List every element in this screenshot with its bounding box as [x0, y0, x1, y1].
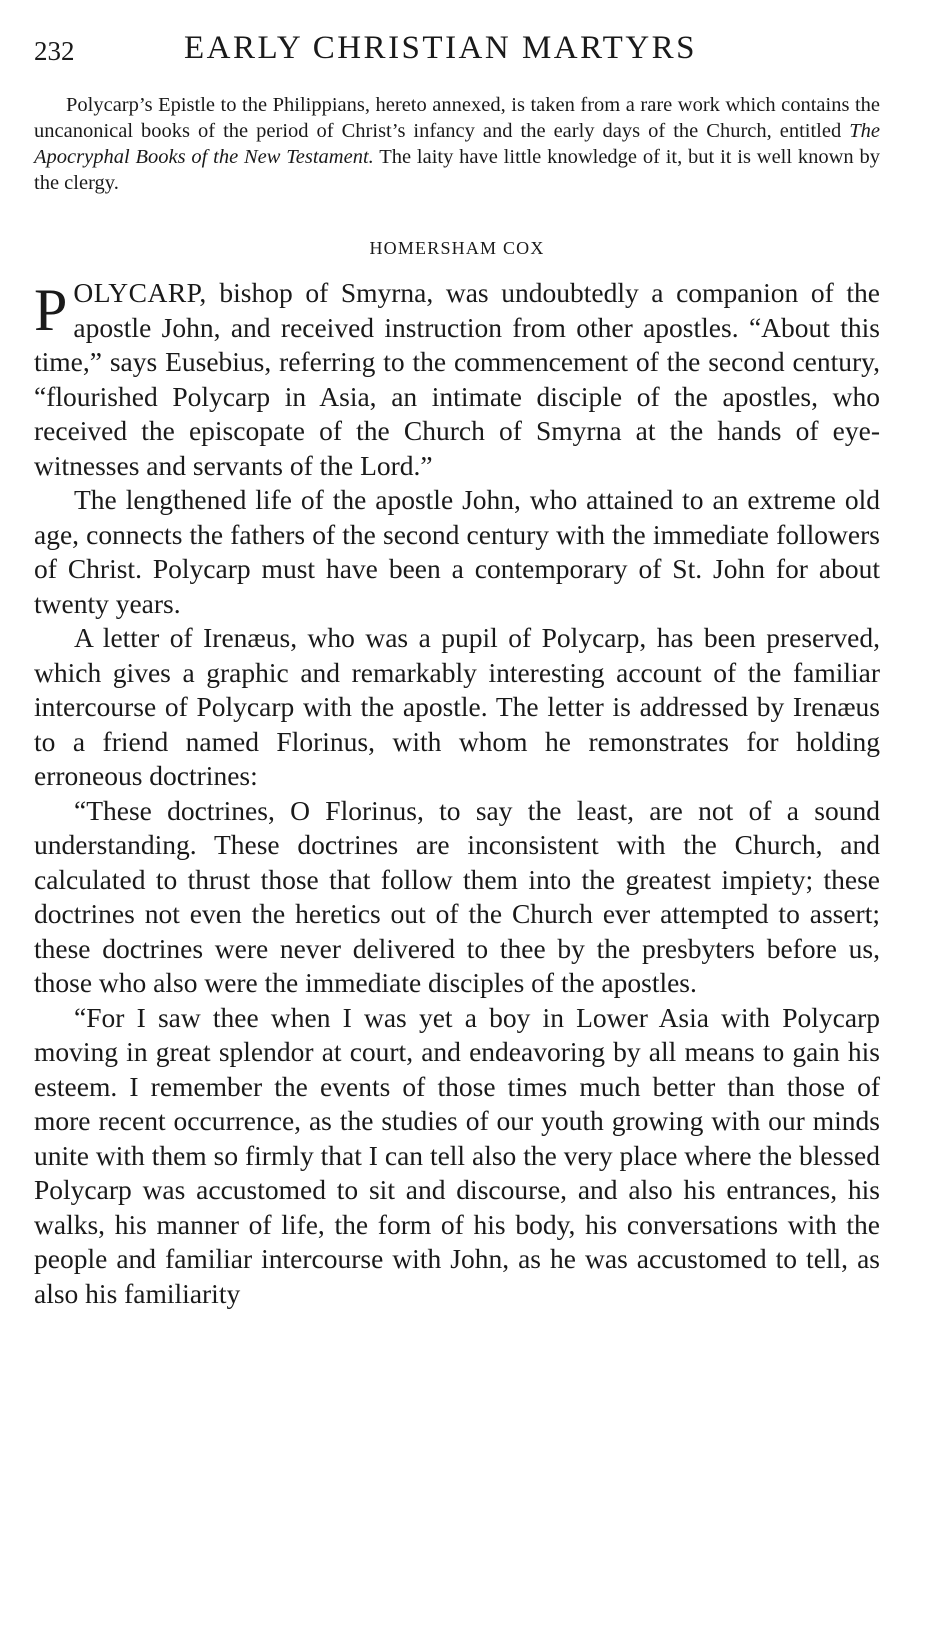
body-paragraph-1	[34, 276, 880, 483]
running-title: EARLY CHRISTIAN MARTYRS	[184, 30, 698, 66]
intro-note	[34, 92, 880, 196]
body-text	[34, 276, 880, 1311]
page-number: 232	[34, 36, 75, 66]
body-paragraph-5: “For I saw thee when I was yet a boy in Lower Asia with Polycarp moving in great splendor at court, and endeavoring by all means to gain his esteem. I remember the events of those times much better than those of more recent occurrence, as the studies of our youth growing with our minds unite with them so firmly that I can tell also the very place where the blessed Polycarp was accustomed to sit and discourse, and also his entrances, his walks, his manner of life, the form of his body, his conversations with the people and familiar intercourse with John, as he was accustomed to tell, as also his familiarity	[34, 1001, 880, 1309]
intro-text-before-title: Polycarp’s Epistle to the Philippians, hereto annexed, is taken from a rare work which contains the uncanonical books of the period of Christ’s infancy and the early days of the Church, entitled	[34, 94, 880, 142]
author-attribution: HOMERSHAM COX	[369, 238, 545, 258]
drop-cap: P	[34, 277, 68, 343]
first-word-rest: OLYCARP,	[73, 277, 207, 308]
body-paragraph-2: The lengthened life of the apostle John, who attained to an extreme old age, connects the fathers of the second century with the immediate followers of Christ. Polycarp must have been a contemporary of St. John for about twenty years.	[34, 484, 880, 619]
body-paragraph-4: “These doctrines, O Florinus, to say the least, are not of a sound understanding. These doctrines are inconsistent with the Church, and calculated to thrust those that follow them into the greatest impiety; these doctrines not even the heretics out of the Church ever attempted to assert; these doctrines were never delivered to thee by the presbyters before us, those who also were the immediate disciples of the apostles.	[34, 794, 880, 998]
intro-book-title: The Apocryphal Books of the New Testament.	[34, 120, 880, 168]
intro-text-after-title: The laity have little knowledge of it, but it is well known by the clergy.	[34, 146, 880, 194]
running-head	[34, 26, 880, 72]
paragraph-1-text: bishop of Smyrna, was undoubtedly a companion of the apostle John, and received instruction from other apostles. “About this time,” says Eusebius, referring to the commencement of the second century, “flourished Polycarp in Asia, an intimate disciple of the apostles, who received the episcopate of the Church of Smyrna at the hands of eye-witnesses and servants of the Lord.”	[34, 277, 880, 481]
body-paragraph-3: A letter of Irenæus, who was a pupil of Polycarp, has been preserved, which gives a graphic and remarkably interesting account of the familiar intercourse of Polycarp with the apostle. The letter is addressed by Irenæus to a friend named Florinus, with whom he remonstrates for holding erroneous doctrines:	[34, 622, 880, 791]
